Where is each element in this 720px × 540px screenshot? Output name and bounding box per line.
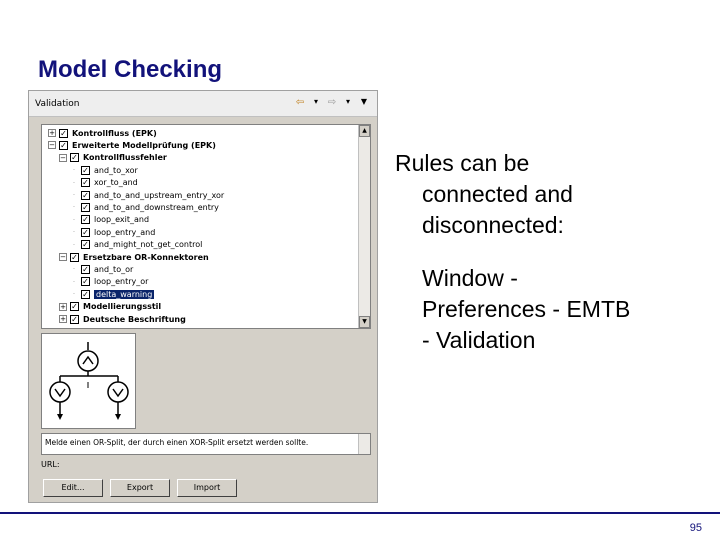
panel-header bbox=[29, 91, 377, 117]
tree-row[interactable] bbox=[59, 313, 186, 325]
rule-checkbox[interactable]: ✓ bbox=[82, 227, 89, 237]
bullet-2-line-1: Window - bbox=[422, 265, 518, 291]
rule-checkbox[interactable]: ✓ bbox=[82, 277, 89, 287]
view-menu-icon[interactable]: ▼ bbox=[360, 97, 368, 106]
collapse-icon[interactable]: − bbox=[49, 141, 55, 150]
bullet-1-line-2: connected and bbox=[422, 181, 573, 207]
tree-item-label: Kontrollflussfehler bbox=[83, 153, 167, 163]
tree-row[interactable] bbox=[70, 263, 133, 275]
bullet-2-line-3: - Validation bbox=[422, 327, 536, 353]
rule-checkbox[interactable]: ✓ bbox=[60, 140, 67, 150]
preferences-validation-panel bbox=[28, 90, 378, 503]
bullet-1-line-1: Rules can be bbox=[395, 150, 530, 176]
scroll-up-icon[interactable]: ▲ bbox=[359, 125, 370, 137]
tree-row[interactable] bbox=[70, 214, 149, 226]
rule-checkbox[interactable]: ✓ bbox=[71, 314, 78, 324]
tree-row[interactable] bbox=[70, 177, 138, 189]
tree-connector-icon: · bbox=[72, 265, 76, 274]
tree-item-label: loop_entry_and bbox=[94, 227, 156, 237]
tree-row[interactable] bbox=[48, 139, 216, 151]
rule-diagram-preview bbox=[41, 333, 136, 429]
tree-connector-icon: · bbox=[72, 228, 76, 237]
tree-row[interactable] bbox=[70, 288, 154, 300]
tree-connector-icon: · bbox=[72, 215, 76, 224]
tree-row[interactable] bbox=[70, 239, 202, 251]
bullet-1-line-3: disconnected: bbox=[422, 212, 564, 238]
tree-vertical-scrollbar[interactable] bbox=[358, 125, 370, 328]
tree-item-label: and_to_xor bbox=[94, 165, 138, 175]
rule-description-text: Melde einen OR-Split, der durch einen XOR-Split ersetzt werden sollte. bbox=[45, 438, 309, 447]
rule-checkbox[interactable]: ✓ bbox=[82, 190, 89, 200]
tree-item-label: Modellierungsstil bbox=[83, 302, 162, 312]
edit-button[interactable]: Edit... bbox=[43, 479, 103, 497]
rule-checkbox[interactable]: ✓ bbox=[82, 202, 89, 212]
slide-bullets bbox=[395, 148, 630, 356]
expand-icon[interactable]: + bbox=[49, 129, 55, 137]
collapse-icon[interactable]: − bbox=[60, 153, 66, 162]
dropdown-icon[interactable]: ▾ bbox=[313, 97, 318, 106]
rule-checkbox[interactable]: ✓ bbox=[71, 153, 78, 163]
rule-checkbox[interactable]: ✓ bbox=[82, 215, 89, 225]
slide-title: Model Checking bbox=[38, 56, 223, 83]
rule-description-field[interactable] bbox=[41, 433, 371, 455]
rule-checkbox[interactable]: ✓ bbox=[82, 165, 89, 175]
page-number: 95 bbox=[689, 522, 702, 534]
tree-item-label: and_to_or bbox=[94, 264, 134, 274]
tree-item-label: Kontrollfluss (EPK) bbox=[72, 128, 157, 138]
tree-row[interactable] bbox=[70, 201, 219, 213]
tree-item-label: and_might_not_get_control bbox=[94, 240, 203, 250]
validation-rules-tree[interactable] bbox=[41, 124, 371, 329]
url-label: URL: bbox=[41, 460, 60, 469]
tree-connector-icon: · bbox=[72, 178, 76, 187]
expand-icon[interactable]: + bbox=[60, 315, 66, 323]
tree-item-label: xor_to_and bbox=[94, 178, 138, 188]
tree-connector-icon: · bbox=[72, 290, 76, 299]
rule-checkbox[interactable]: ✓ bbox=[71, 252, 78, 262]
rule-checkbox[interactable]: ✓ bbox=[82, 289, 89, 299]
rule-checkbox[interactable]: ✓ bbox=[82, 240, 89, 250]
rule-checkbox[interactable]: ✓ bbox=[82, 178, 89, 188]
tree-row[interactable] bbox=[70, 226, 155, 238]
tree-row[interactable] bbox=[59, 251, 209, 263]
tree-item-label: Ersetzbare OR-Konnektoren bbox=[83, 252, 209, 262]
tree-item-label: loop_exit_and bbox=[94, 215, 150, 225]
or-split-diagram bbox=[42, 334, 135, 428]
panel-title: Validation bbox=[35, 99, 80, 109]
tree-item-label: and_to_and_downstream_entry bbox=[94, 202, 219, 212]
dropdown-icon[interactable]: ▾ bbox=[345, 97, 350, 106]
tree-connector-icon: · bbox=[72, 277, 76, 286]
tree-row[interactable] bbox=[59, 301, 161, 313]
navigation-buttons bbox=[293, 97, 371, 108]
scroll-down-icon[interactable]: ▼ bbox=[359, 316, 370, 328]
import-button[interactable]: Import bbox=[177, 479, 237, 497]
tree-connector-icon: · bbox=[72, 191, 76, 199]
tree-item-label: Deutsche Beschriftung bbox=[83, 314, 186, 324]
tree-connector-icon: · bbox=[72, 203, 76, 212]
forward-arrow-icon[interactable]: ⇨ bbox=[327, 97, 337, 108]
tree-row[interactable] bbox=[48, 127, 157, 139]
bullet-2-line-2: Preferences - EMTB bbox=[422, 296, 631, 322]
collapse-icon[interactable]: − bbox=[60, 253, 66, 261]
tree-item-label: Erweiterte Modellprüfung (EPK) bbox=[72, 140, 216, 150]
export-button[interactable]: Export bbox=[110, 479, 170, 497]
description-scrollbar[interactable] bbox=[358, 434, 370, 454]
tree-item-label: loop_entry_or bbox=[94, 277, 149, 287]
tree-item-label: and_to_and_upstream_entry_xor bbox=[94, 190, 225, 200]
rule-checkbox[interactable]: ✓ bbox=[71, 302, 78, 312]
expand-icon[interactable]: + bbox=[60, 302, 66, 311]
rule-checkbox[interactable]: ✓ bbox=[82, 264, 89, 274]
rule-checkbox[interactable]: ✓ bbox=[60, 128, 67, 138]
tree-connector-icon: · bbox=[72, 240, 76, 249]
tree-row[interactable] bbox=[70, 189, 224, 201]
tree-item-label: delta_warning bbox=[96, 289, 153, 299]
tree-row[interactable] bbox=[70, 164, 138, 176]
footer-divider bbox=[0, 512, 720, 514]
back-arrow-icon[interactable]: ⇦ bbox=[295, 97, 305, 108]
tree-row[interactable] bbox=[59, 152, 167, 164]
tree-connector-icon: · bbox=[72, 166, 76, 175]
tree-row[interactable] bbox=[70, 276, 148, 288]
